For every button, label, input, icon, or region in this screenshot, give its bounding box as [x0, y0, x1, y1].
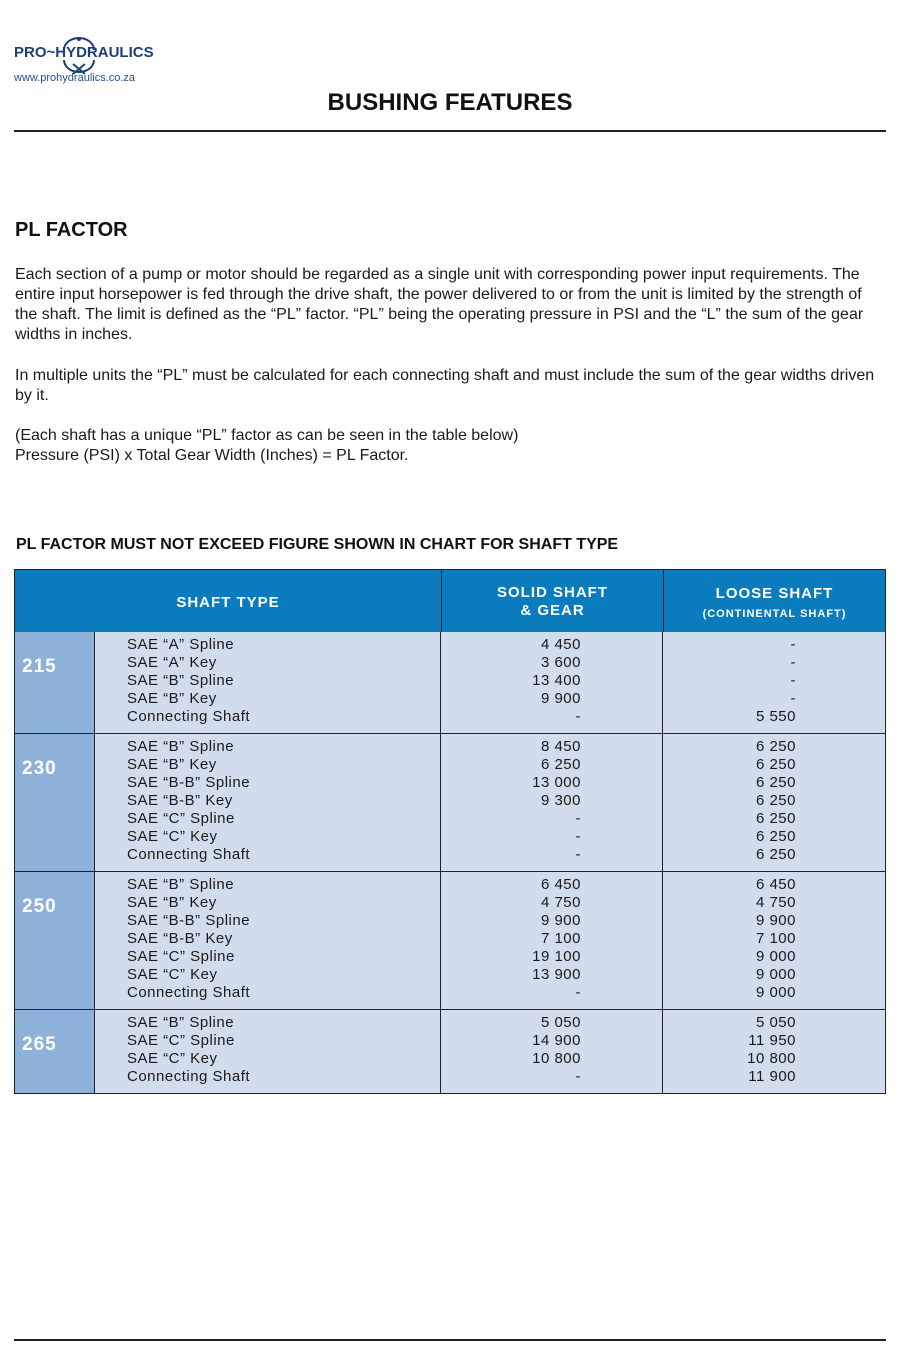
loose-shaft-value: 10 800 — [747, 1050, 796, 1067]
solid-shaft-value: - — [575, 810, 581, 827]
shaft-group-230 — [14, 734, 886, 872]
header-divider — [14, 130, 886, 132]
loose-shaft-value: 6 250 — [755, 756, 796, 773]
paragraph-intro: Each section of a pump or motor should be regarded as a single unit with corresponding power input requirements. The entire input horsepower is fed through the drive shaft, the power delivered to or from the unit is limited by the strength of the shaft. The limit is defined as the “PL” factor. “PL” being the operating pressure in PSI and the “L” the sum of the gear widths in inches. — [15, 266, 864, 343]
shaft-name: SAE “C” Key — [127, 1050, 218, 1067]
shaft-name: Connecting Shaft — [127, 846, 251, 863]
solid-shaft-value: 13 400 — [532, 672, 581, 689]
solid-shaft-value: 14 900 — [532, 1032, 581, 1049]
table-row — [15, 792, 887, 810]
table-row — [15, 1068, 887, 1086]
table-row — [15, 1050, 887, 1068]
solid-shaft-value: - — [575, 846, 581, 863]
paragraph-note: (Each shaft has a unique “PL” factor as can be seen in the table below) — [15, 427, 519, 444]
shaft-name: Connecting Shaft — [127, 1068, 251, 1085]
paragraph-formula: Pressure (PSI) x Total Gear Width (Inches) = PL Factor. — [15, 447, 409, 464]
solid-shaft-value: 5 050 — [540, 1014, 581, 1031]
shaft-name: SAE “B” Spline — [127, 876, 235, 893]
solid-shaft-value: - — [575, 828, 581, 845]
group-rows — [15, 876, 887, 1002]
loose-shaft-value: 6 250 — [755, 792, 796, 809]
loose-shaft-value: 9 900 — [755, 912, 796, 929]
solid-shaft-value: 4 750 — [540, 894, 581, 911]
table-row — [15, 708, 887, 726]
solid-shaft-value: 9 300 — [540, 792, 581, 809]
table-row — [15, 654, 887, 672]
shaft-group-265 — [14, 1010, 886, 1094]
footer-divider — [14, 1339, 886, 1341]
shaft-name: SAE “B” Key — [127, 756, 217, 773]
table-row — [15, 636, 887, 654]
table-row — [15, 738, 887, 756]
shaft-group-250 — [14, 872, 886, 1010]
table-row — [15, 1014, 887, 1032]
logo-url: www.prohydraulics.co.za — [14, 72, 136, 84]
shaft-name: SAE “C” Key — [127, 966, 218, 983]
shaft-name: Connecting Shaft — [127, 708, 251, 725]
solid-shaft-value: 19 100 — [532, 948, 581, 965]
solid-shaft-value: - — [575, 708, 581, 725]
group-rows — [15, 738, 887, 864]
solid-shaft-value: 13 900 — [532, 966, 581, 983]
table-row — [15, 774, 887, 792]
loose-shaft-value: 6 450 — [755, 876, 796, 893]
logo-wordmark: PRO~HYDRAULICS — [14, 44, 154, 61]
solid-shaft-value: 13 000 — [532, 774, 581, 791]
shaft-name: SAE “B” Spline — [127, 672, 235, 689]
group-number: 250 — [22, 896, 57, 917]
loose-shaft-value: 6 250 — [755, 810, 796, 827]
table-row — [15, 912, 887, 930]
loose-shaft-value: 9 000 — [755, 966, 796, 983]
page-title: BUSHING FEATURES — [327, 89, 573, 116]
table-row — [15, 810, 887, 828]
loose-shaft-value: 6 250 — [755, 774, 796, 791]
loose-shaft-value: 6 250 — [755, 738, 796, 755]
solid-shaft-value: 4 450 — [540, 636, 581, 653]
shaft-name: SAE “B” Spline — [127, 1014, 235, 1031]
table-row — [15, 756, 887, 774]
solid-shaft-value: - — [575, 984, 581, 1001]
shaft-name: Connecting Shaft — [127, 984, 251, 1001]
loose-shaft-value: - — [790, 672, 796, 689]
paragraph-multiple-units: In multiple units the “PL” must be calculated for each connecting shaft and must include the sum of the gear widths driven by it. — [15, 367, 875, 404]
shaft-name: SAE “B” Key — [127, 690, 217, 707]
table-row — [15, 876, 887, 894]
company-logo — [14, 36, 154, 86]
header-loose-line2: (CONTINENTAL SHAFT) — [702, 608, 847, 620]
header-shaft-type: SHAFT TYPE — [176, 594, 280, 611]
solid-shaft-value: 10 800 — [532, 1050, 581, 1067]
shaft-name: SAE “B” Spline — [127, 738, 235, 755]
solid-shaft-value: - — [575, 1068, 581, 1085]
loose-shaft-value: 9 000 — [755, 948, 796, 965]
loose-shaft-value: 11 900 — [748, 1068, 796, 1085]
shaft-name: SAE “C” Spline — [127, 810, 235, 827]
loose-shaft-value: 11 950 — [748, 1032, 796, 1049]
shaft-name: SAE “B-B” Spline — [127, 774, 251, 791]
table-row — [15, 690, 887, 708]
shaft-name: SAE “A” Spline — [127, 636, 235, 653]
header-loose-shaft — [663, 570, 885, 632]
loose-shaft-value: 9 000 — [755, 984, 796, 1001]
section-heading: PL FACTOR — [15, 219, 128, 241]
loose-shaft-value: 4 750 — [755, 894, 796, 911]
loose-shaft-value: 6 250 — [755, 846, 796, 863]
solid-shaft-value: 6 450 — [540, 876, 581, 893]
header-loose-line1: LOOSE SHAFT — [715, 585, 834, 602]
table-row — [15, 846, 887, 864]
shaft-group-215 — [14, 632, 886, 734]
table-row — [15, 828, 887, 846]
loose-shaft-value: 7 100 — [755, 930, 796, 947]
header-solid-line1: SOLID SHAFT — [497, 584, 608, 601]
table-row — [15, 930, 887, 948]
shaft-name: SAE “C” Key — [127, 828, 218, 845]
header-solid-line2: & GEAR — [520, 602, 585, 619]
group-rows — [15, 1014, 887, 1086]
loose-shaft-value: - — [790, 690, 796, 707]
shaft-name: SAE “B-B” Key — [127, 930, 233, 947]
shaft-name: SAE “B-B” Spline — [127, 912, 251, 929]
table-caption: PL FACTOR MUST NOT EXCEED FIGURE SHOWN IN CHART FOR SHAFT TYPE — [16, 536, 619, 553]
header-solid-shaft — [441, 570, 663, 632]
solid-shaft-value: 9 900 — [540, 690, 581, 707]
group-number: 230 — [22, 758, 57, 779]
table-row — [15, 966, 887, 984]
table-row — [15, 894, 887, 912]
shaft-name: SAE “C” Spline — [127, 1032, 235, 1049]
loose-shaft-value: 6 250 — [755, 828, 796, 845]
table-row — [15, 984, 887, 1002]
loose-shaft-value: 5 050 — [755, 1014, 796, 1031]
shaft-name: SAE “B” Key — [127, 894, 217, 911]
loose-shaft-value: - — [790, 654, 796, 671]
loose-shaft-value: - — [790, 636, 796, 653]
solid-shaft-value: 3 600 — [540, 654, 581, 671]
table-row — [15, 948, 887, 966]
table-header-row — [14, 569, 886, 633]
solid-shaft-value: 7 100 — [540, 930, 581, 947]
shaft-name: SAE “C” Spline — [127, 948, 235, 965]
group-number: 215 — [22, 656, 57, 677]
group-number: 265 — [22, 1034, 57, 1055]
shaft-name: SAE “B-B” Key — [127, 792, 233, 809]
shaft-name: SAE “A” Key — [127, 654, 217, 671]
table-row — [15, 1032, 887, 1050]
loose-shaft-value: 5 550 — [755, 708, 796, 725]
table-row — [15, 672, 887, 690]
solid-shaft-value: 6 250 — [540, 756, 581, 773]
solid-shaft-value: 8 450 — [540, 738, 581, 755]
group-rows — [15, 636, 887, 726]
solid-shaft-value: 9 900 — [540, 912, 581, 929]
